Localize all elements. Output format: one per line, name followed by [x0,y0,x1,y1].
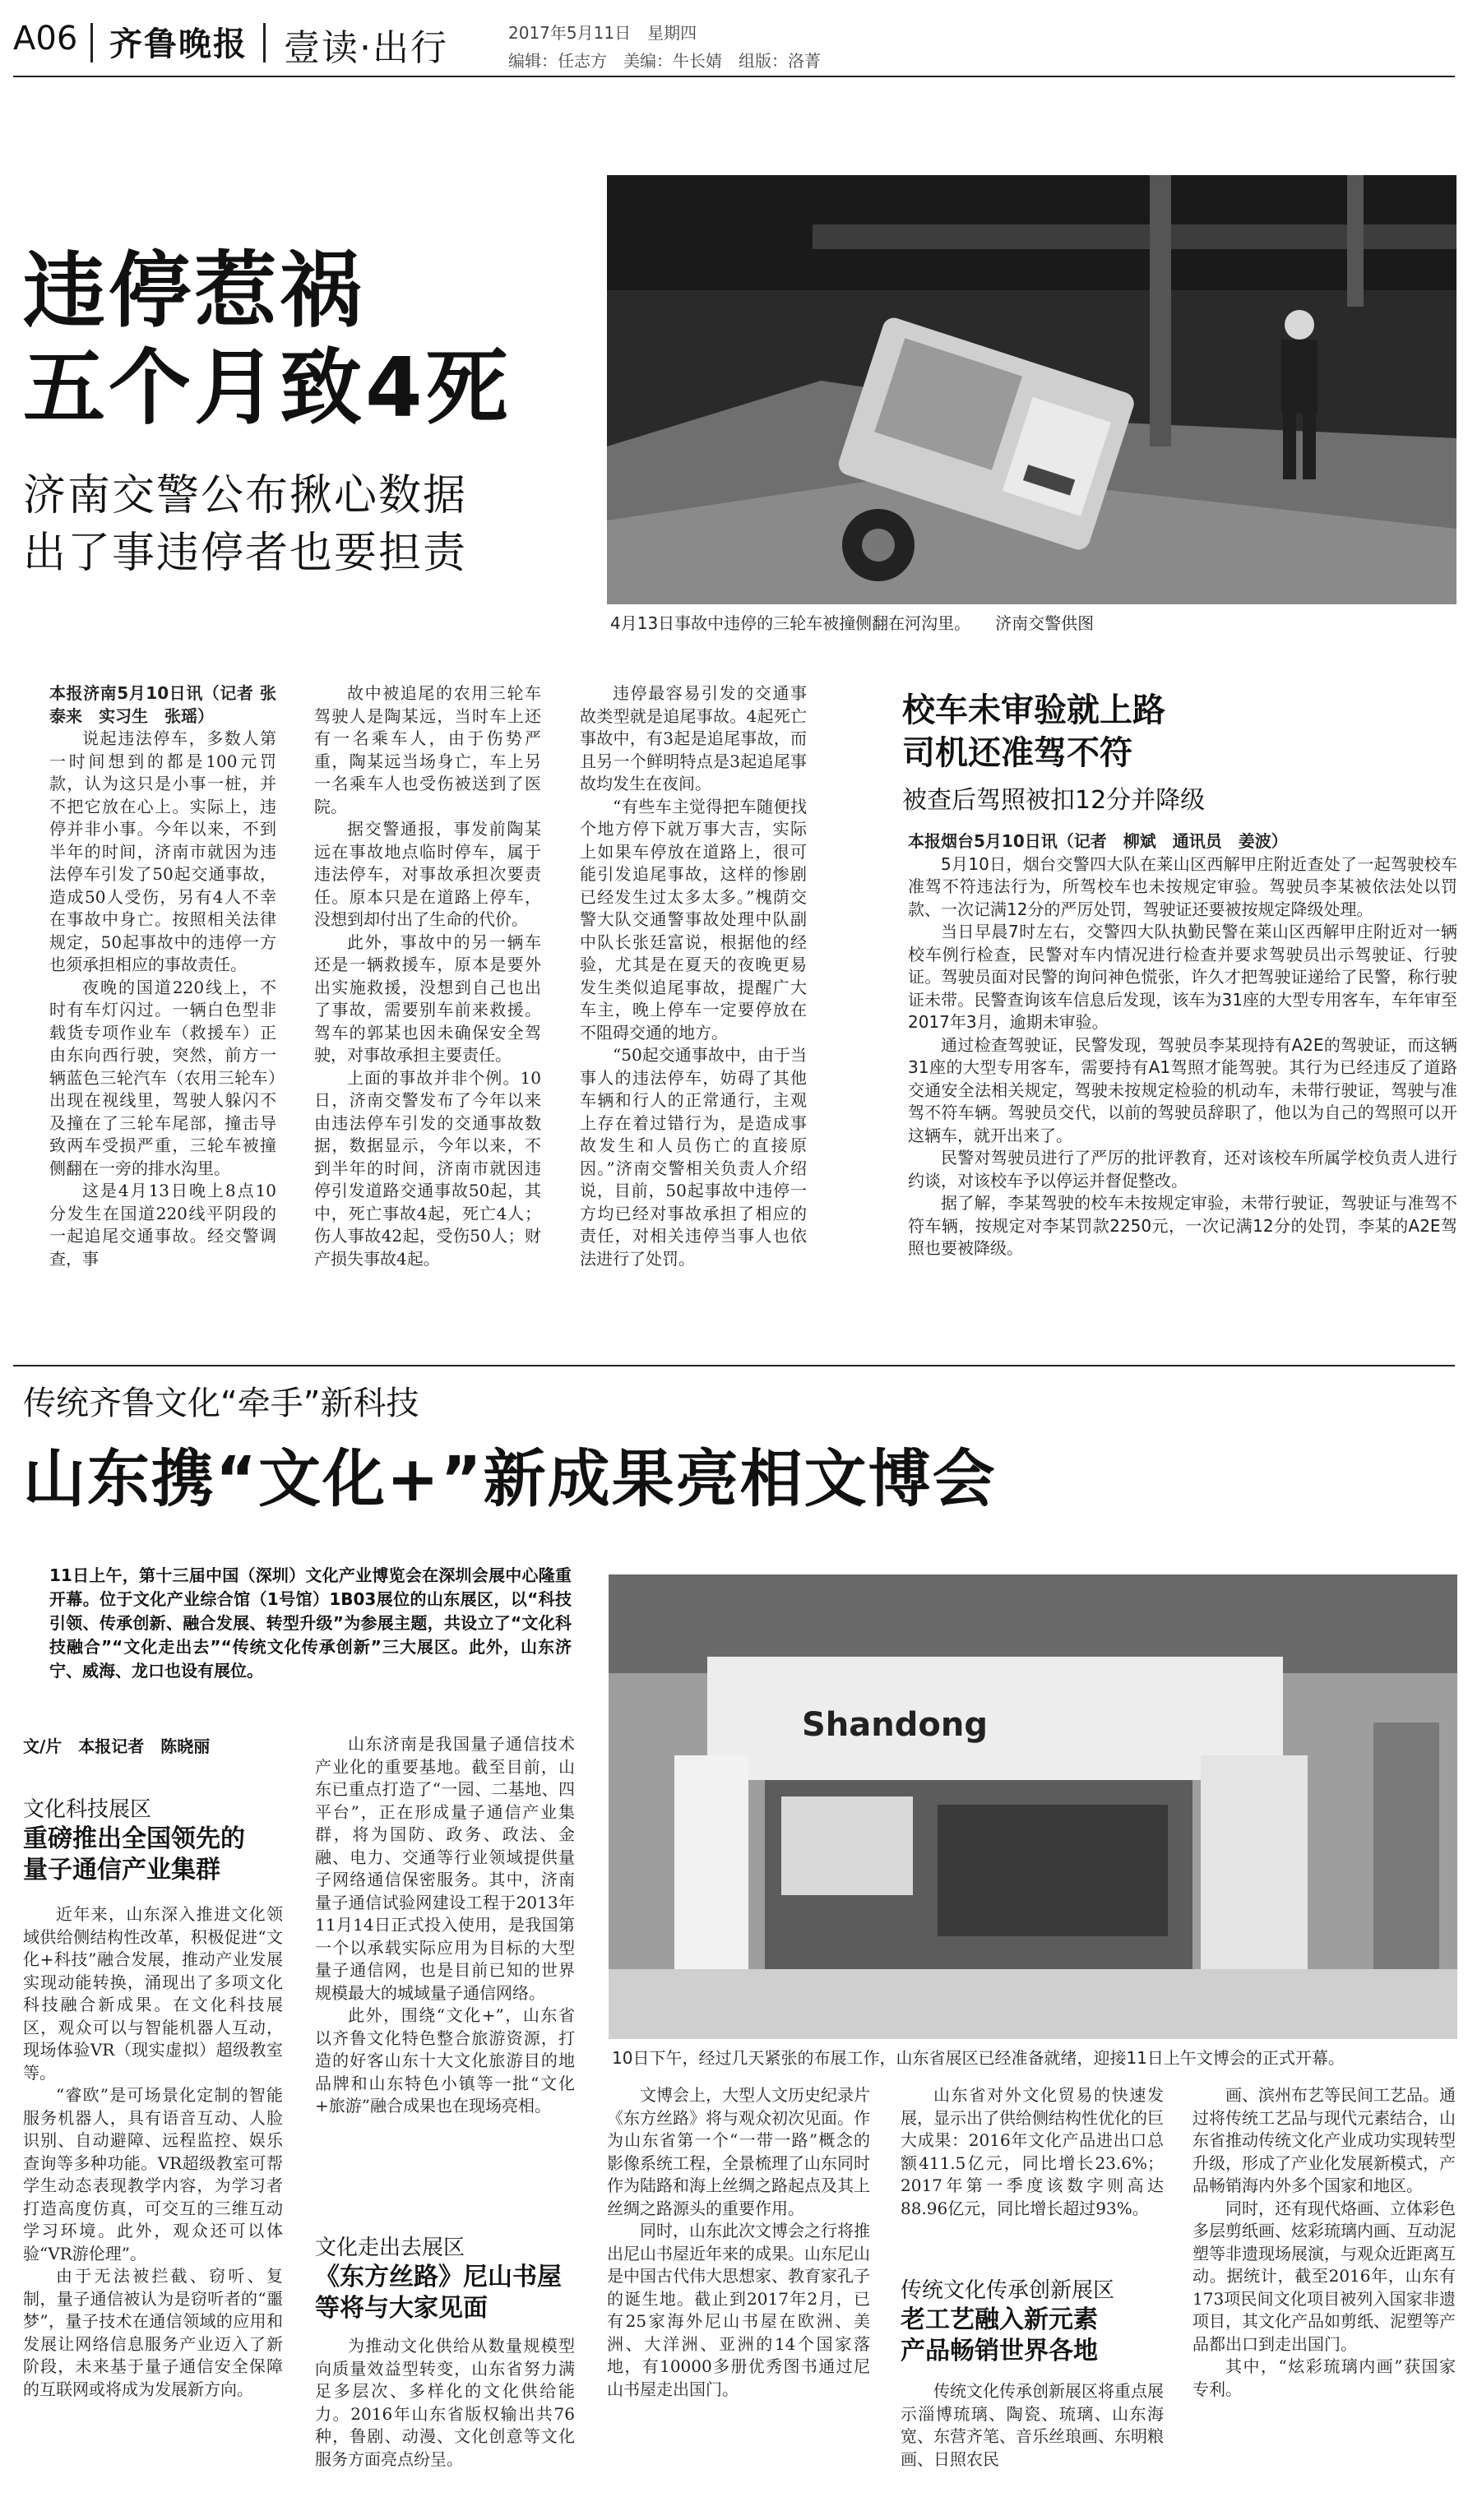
story1-column-2 [314,682,541,1361]
paragraph: 违停最容易引发的交通事故类型就是追尾事故。4起死亡事故中，有3起是追尾事故，而且另一个鲜明特点是3起追尾事故均发生在夜间。 [580,683,807,793]
expo-photo-caption: 10日下午，经过几天紧张的布展工作，山东省展区已经准备就绪，迎接11日上午文博会的正式开幕。 [612,2048,1345,2068]
paragraph: 山东济南是我国量子通信技术产业化的重要基地。截至目前，山东已重点打造了“一园、二基地、四平台”，正在形成量子通信产业集群，将为国防、政务、政法、金融、电力、交通等行业领域提供量子网络通信保密服务。其中，济南量子通信试验网建设工程于2013年11月14日正式投入使用，是我国第一个以承载实际应用为目标的大型量子通信网，也是目前已知的世界规模最大的城域量子通信网络。 [315,1734,575,2003]
story3-text [901,2380,1164,2471]
section-title: 壹读·出行 [284,27,448,69]
paragraph: 其中，“炫彩琉璃内画”获国家专利。 [1192,2356,1456,2399]
story3-text [315,2335,575,2471]
paragraph: 画、滨州布艺等民间工艺品。通过将传统工艺品与现代元素结合，山东省推动传统文化产业成功实现转型升级，形成了产业化发展新模式，产品畅销海内外多个国家和地区。 [1192,2085,1456,2195]
story3-text [23,1903,283,2401]
accident-photo-image [607,175,1456,604]
story2-byline: 本报烟台5月10日讯（记者 柳斌 通讯员 姜波） [908,831,1288,851]
paragraph: 据交警通报，事发前陶某远在事故地点临时停车，属于违法停车，对事故承担次要责任。原本只是在道路上停车，没想到却付出了生命的代价。 [314,819,541,929]
story1-column-3 [580,682,807,1361]
staff-credits: 编辑：任志方 美编：牛长婧 组版：洛菁 [508,51,821,71]
expo-sign-text: Shandong [802,1706,988,1744]
paragraph: 文博会上，大型人文历史纪录片《东方丝路》将与观众初次见面。作为山东省第一个“一带一路”概念的影像系统工程，全景梳理了山东同时作为陆路和海上丝绸之路起点及其上丝绸之路源头的重要作用。 [607,2085,870,2218]
subhead-outbound: 文化走出去展区 《东方丝路》尼山书屋 等将与大家见面 [315,2236,562,2323]
masthead-divider [263,23,266,62]
paragraph: 当日早晨7时左右，交警四大队执勤民警在莱山区西解甲庄附近对一辆校车例行检查，民警对车内情况进行检查并要求驾驶员出示驾驶证、行驶证。驾驶员面对民警的询问神色慌张，许久才把驾驶证递给了民警，称行驶证未带。民警查询该车信息后发现，该车为31座的大型专用客车，车年审至2017年3月，逾期未审验。 [908,922,1457,1032]
paragraph: 这是4月13日晚上8点10分发生在国道220线平阴段的一起追尾交通事故。经交警调查，事 [49,1181,276,1269]
page-number: A06 [13,20,78,58]
paragraph: 说起违法停车，多数人第一时间想到的都是100元罚款，认为这只是小事一桩，并不把它放在心上。实际上，违停并非小事。今年以来，不到半年的时间，济南市就因为违法停车引发了50起交通事故，造成50人受伤，另有4人不幸在事故中身亡。按照相关法律规定，50起事故中的违停一方也须承担相应的事故责任。 [49,728,276,974]
paragraph: “50起交通事故中，由于当事人的违法停车，妨碍了其他车辆和行人的正常通行，主观上存在着过错行为，是造成事故发生和人员伤亡的直接原因。”济南交警相关负责人介绍说，目前，50起事故中违停一方均已经对事故承担了相应的责任，对相关违停当事人也依法进行了处罚。 [580,1045,807,1269]
paragraph: 同时，山东此次文博会之行将推出尼山书屋近年来的成果。山东尼山是中国古代伟大思想家、教育家孔子的诞生地。截止到2017年2月，已有25家海外尼山书屋在欧洲、美洲、大洋洲、亚洲的14个国家落地，有10000多册优秀图书通过尼山书屋走出国门。 [607,2221,870,2399]
subhead-heritage: 传统文化传承创新展区 老工艺融入新元素 产品畅销世界各地 [901,2278,1115,2365]
story2-headline: 校车未审验就上路 司机还准驾不符 [902,691,1165,772]
newspaper-logo: 齐鲁晚报 [109,25,248,63]
paragraph: 此外，围绕“文化+”，山东省以齐鲁文化特色整合旅游资源，打造的好客山东十大文化旅游目的地品牌和山东特色小镇等一批“文化+旅游”融合成果也在现场亮相。 [315,2005,575,2115]
paragraph: 民警对驾驶员进行了严厉的批评教育，还对该校车所属学校负责人进行约谈，对该校车予以停运并督促整改。 [908,1148,1457,1191]
expo-photo-image [609,1574,1457,2039]
masthead-divider [90,23,93,62]
paragraph: 近年来，山东深入推进文化领域供给侧结构性改革，积极促进“文化+科技”融合发展，推动产业发展实现动能转换，涌现出了多项文化科技融合新成果。在文化科技展区，观众可以与智能机器人互动，现场体验VR（现实虚拟）超级教室等。 [23,1904,283,2083]
issue-date: 2017年5月11日 星期四 [508,23,697,43]
story3-byline: 文/片 本报记者 陈晓丽 [23,1736,211,1756]
subhead-tech: 文化科技展区 重磅推出全国领先的 量子通信产业集群 [23,1797,245,1884]
paragraph: 夜晚的国道220线上，不时有车灯闪过。一辆白色型非载货专项作业车（救援车）正由东向西行驶，突然，前方一辆蓝色三轮汽车（农用三轮车）出现在视线里，驾驶人躲闪不及撞在了三轮车尾部，撞击导致两车受损严重，三轮车被撞侧翻在一旁的排水沟里。 [49,977,276,1178]
story1-headline: 违停惹祸 五个月致4死 [23,243,512,436]
story1-subtitle: 济南交警公布揪心数据 出了事违停者也要担责 [23,471,468,578]
story3-kicker: 传统齐鲁文化“牵手”新科技 [23,1385,419,1422]
story1-text [314,682,541,1270]
story3-column-3 [607,2084,870,2512]
story3-text [315,1733,575,2118]
photo-caption: 4月13日事故中违停的三轮车被撞侧翻在河沟里。 济南交警供图 [610,613,1095,633]
paragraph: 据了解，李某驾驶的校车未按规定审验，未带行驶证，驾驶证与准驾不符车辆，按规定对李某罚款2250元，一次记满12分的处罚，李某的A2E驾照也要被降级。 [908,1193,1457,1258]
paragraph: 上面的事故并非个例。10日，济南交警发布了今年以来由违法停车引发的交通事故数据，数据显示，今年以来，不到半年的时间，济南市就因违停引发道路交通事故50起，其中，死亡事故4起，死亡4人；伤人事故42起，受伤50人；财产损失事故4起。 [314,1067,541,1269]
paragraph: 此外，事故中的另一辆车还是一辆救援车，原本是要外出实施救援，没想到自己也出了事故，需要别车前来救援。驾车的郭某也因未确保安全驾驶，对事故承担主要责任。 [314,932,541,1065]
accident-photo [607,175,1456,604]
paragraph: 5月10日，烟台交警四大队在莱山区西解甲庄附近查处了一起驾驶校车准驾不符违法行为，所驾校车也未按规定审验。驾驶员李某被依法处以罚款、一次记满12分的严厉处罚，驾驶证还要被按规定降级处理。 [908,853,1457,919]
paragraph: 传统文化传承创新展区将重点展示淄博琉璃、陶瓷、琉璃、山东海宽、东营齐笔、音乐丝琅画、东明粮画、日照农民 [901,2381,1164,2469]
story1-text [49,728,276,1270]
story3-text [1192,2084,1456,2401]
expo-photo [609,1574,1457,2039]
story3-column-5 [1192,2084,1456,2512]
paragraph: 为推动文化供给从数量规模型向质量效益型转变，山东省努力满足多层次、多样化的文化供给能力。2016年山东省版权输出共76种，鲁剧、动漫、文化创意等文化服务方面亮点纷呈。 [315,2336,575,2469]
story1-byline: 本报济南5月10日讯（记者 张泰来 实习生 张瑶） [49,683,276,726]
story2-text [908,853,1457,1260]
paragraph: “睿欧”是可场景化定制的智能服务机器人，具有语音互动、人脸识别、自动避障、远程监控、娱乐查询等多种功能。VR超级教室可帮学生动态表现教学内容，为学习者打造高度仿真，可交互的三维互动学习环境。此外，观众还可以体验“VR游伦理”。 [23,2085,283,2263]
story3-lead: 11日上午，第十三届中国（深圳）文化产业博览会在深圳会展中心隆重开幕。位于文化产业综合馆（1号馆）1B03展位的山东展区，以“科技引领、传承创新、融合发展、转型升级”为参展主题，共设立了“文化科技融合”“文化走出去”“传统文化传承创新”三大展区。此外，山东济宁、威海、龙口也设有展位。 [49,1565,572,1681]
paragraph: 同时，还有现代烙画、立体彩色多层剪纸画、炫彩琉璃内画、互动泥塑等非遗现场展演，与观众近距离互动。据统计，截至2016年，山东有173项民间文化项目被列入国家非遗项目，其文化产品如剪纸、泥塑等产品都出口到走出国门。 [1192,2198,1456,2354]
story1-text [580,682,807,1270]
paragraph: “有些车主觉得把车随便找个地方停下就万事大吉，实际上如果车停放在道路上，很可能引发追尾事故，这样的惨剧已经发生过太多太多。”槐荫交警大队交通警事故处理中队副中队长张廷富说，根据他的经验，尤其是在夏天的夜晚更易发生类似追尾事故，提醒广大车主，晚上停车一定要停放在不阻碍交通的地方。 [580,796,807,1043]
story3-column-1 [23,1903,283,2512]
story3-column-4b [901,2380,1164,2512]
story3-column-2b [315,2335,575,2512]
paragraph: 由于无法被拦截、窃听、复制，量子通信被认为是窃听者的“噩梦”，量子技术在通信领域的应用和发展让网络信息服务产业迈入了新阶段，未来基于量子通信安全保障的互联网或将成为发展新方向。 [23,2266,283,2399]
story3-headline: 山东携“文化+”新成果亮相文博会 [23,1442,997,1515]
story3-column-2 [315,1733,575,2300]
story1-column-1 [49,682,276,1361]
story3-text [901,2084,1164,2220]
story3-column-4 [901,2084,1164,2273]
story2-subtitle: 被查后驾照被扣12分并降级 [902,786,1206,815]
story3-text [607,2084,870,2401]
paragraph: 通过检查驾驶证，民警发现，驾驶员李某现持有A2E的驾驶证，而这辆31座的大型专用客车，需要持有A1驾照才能驾驶。其行为已经违反了道路交通安全法相关规定，驾驶未按规定检验的机动车，未带行驶证，驾驶与准驾不符车辆。驾驶员交代，以前的驾驶员辞职了，他以为自己的驾照可以开这辆车，就开出来了。 [908,1034,1457,1145]
section-divider [13,1365,1455,1366]
masthead-rule [13,76,1455,77]
paragraph: 故中被追尾的农用三轮车驾驶人是陶某远，当时车上还有一名乘车人，由于伤势严重，陶某远当场身亡，车上另一名乘车人也受伤被送到了医院。 [314,683,541,816]
story2-body [908,830,1457,1357]
paragraph: 山东省对外文化贸易的快速发展，显示出了供给侧结构性优化的巨大成果：2016年文化产品进出口总额411.5亿元，同比增长23.6%；2017年第一季度该数字则高达88.96亿元，同比增长超过93%。 [901,2085,1164,2218]
